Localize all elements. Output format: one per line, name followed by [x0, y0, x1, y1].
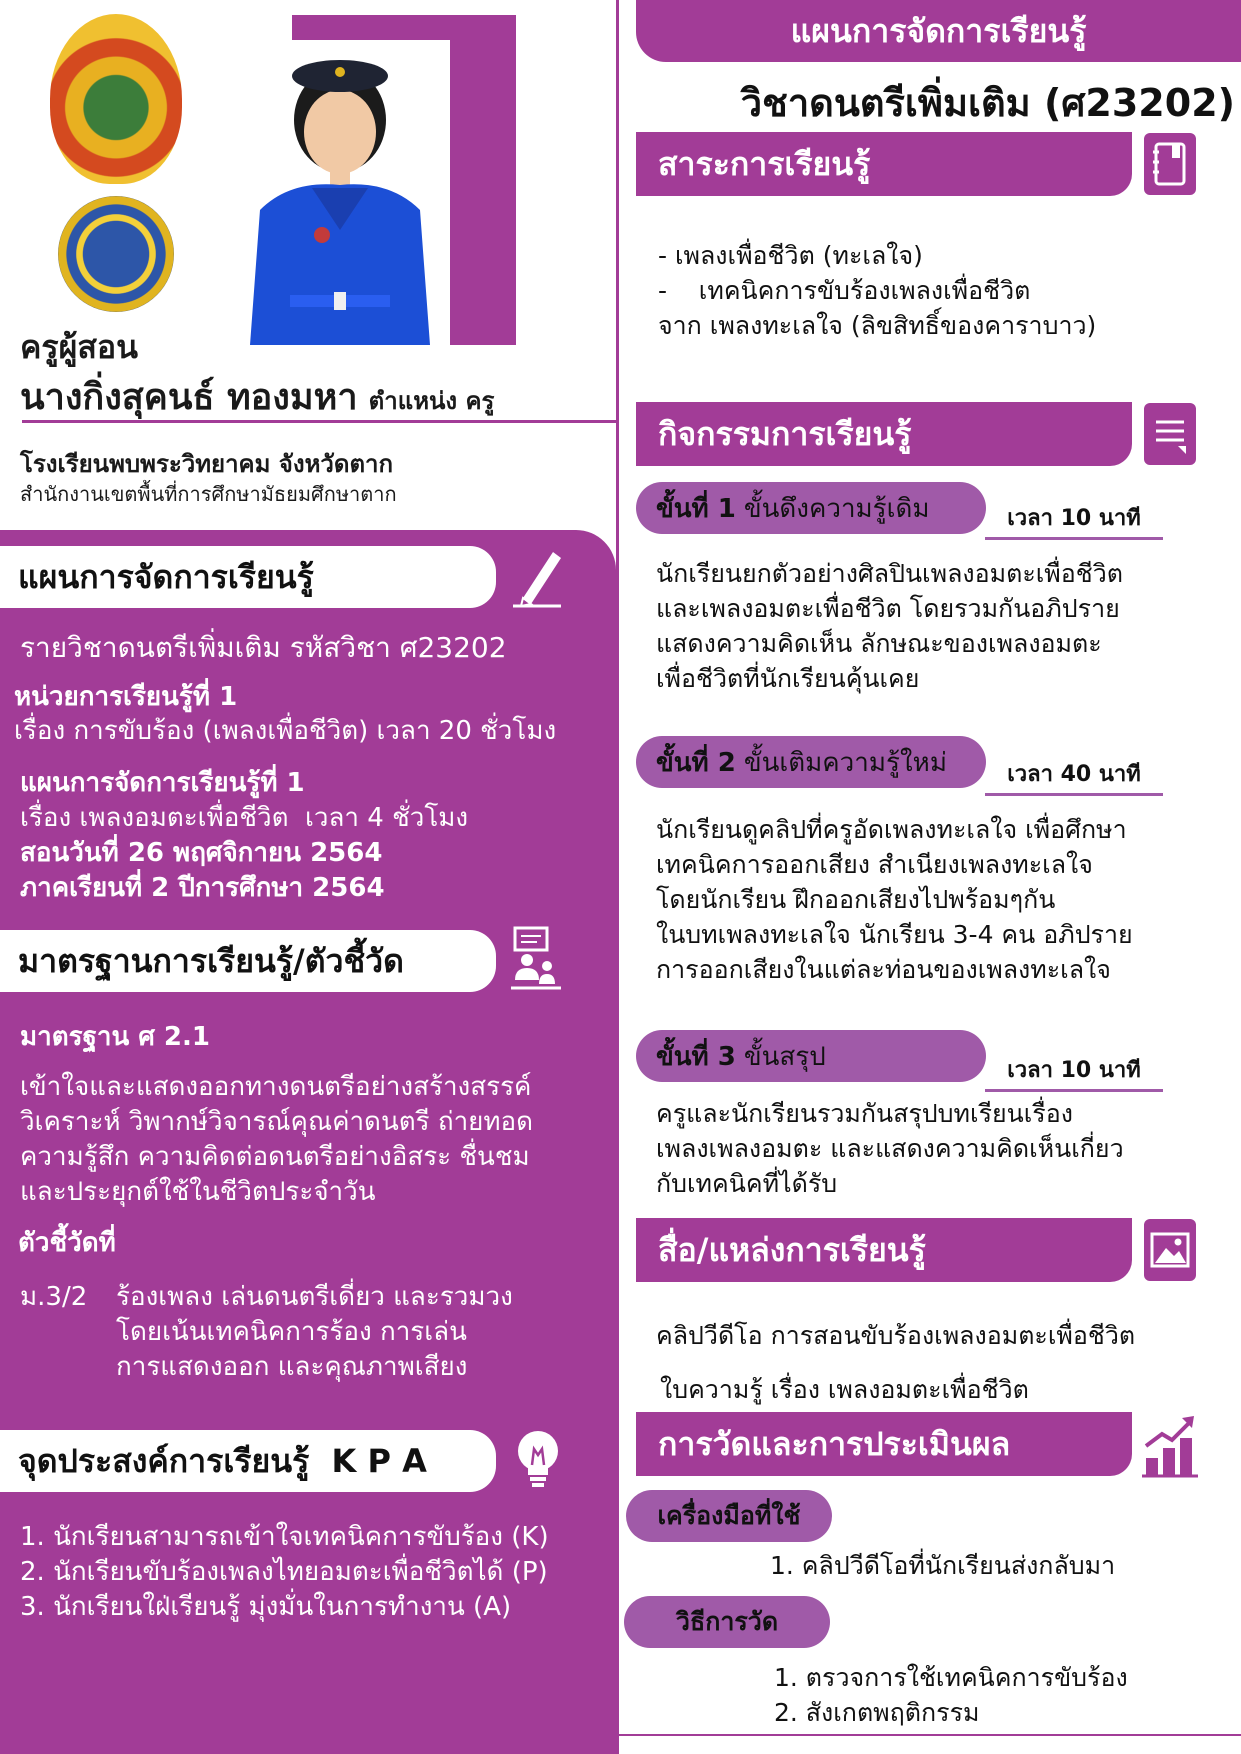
step-2-line: ในบทเพลงทะเลใจ นักเรียน 3-4 คน อภิปราย	[656, 920, 1133, 949]
notebook-icon	[1144, 133, 1196, 195]
step-3-name: ขั้นสรุป	[743, 1041, 826, 1072]
teacher-role-label: ครูผู้สอน	[20, 328, 138, 366]
method-list	[774, 1660, 1128, 1730]
step-3-label: ขั้นที่ 3	[656, 1041, 736, 1072]
step-1-label: ขั้นที่ 1	[656, 493, 736, 524]
chart-up-icon	[1142, 1412, 1198, 1482]
step-3-line: กับเทคนิคที่ได้รับ	[656, 1169, 838, 1198]
plan-teach-date: สอนวันที่ 26 พฤศจิกายน 2564	[20, 838, 383, 868]
step-2-pill	[636, 736, 986, 788]
step-3-description	[656, 1096, 1241, 1201]
plan-title-bar	[636, 0, 1241, 62]
image-icon	[1144, 1219, 1196, 1281]
objectives-list	[20, 1520, 616, 1625]
presentation-icon	[508, 928, 564, 990]
plan-unit: หน่วยการเรียนรู้ที่ 1	[14, 682, 238, 712]
plan-unit-topic: เรื่อง การขับร้อง (เพลงเพื่อชีวิต) เวลา 20 ชั่วโมง	[14, 716, 557, 746]
method-label: วิธีการวัด	[675, 1607, 779, 1636]
indicator-line: ร้องเพลง เล่นดนตรีเดี่ยว และรวมวง	[116, 1282, 513, 1312]
step-2-line: เทคนิคการออกเสียง สำเนียงเพลงทะเลใจ	[656, 850, 1093, 879]
method-item: 1. ตรวจการใช้เทคนิคการขับร้อง	[774, 1663, 1128, 1692]
ministry-emblem	[50, 14, 182, 184]
step-2-line: การออกเสียงในแต่ละท่อนของเพลงทะเลใจ	[656, 955, 1111, 984]
activities-heading	[636, 402, 1132, 466]
indicator-description	[116, 1280, 616, 1385]
step-1-time: เวลา 10 นาที	[985, 500, 1163, 540]
content-line: - เทคนิคการขับร้องเพลงเพื่อชีวิต	[658, 276, 1031, 305]
tools-label: เครื่องมือที่ใช้	[657, 1501, 801, 1530]
tool-item: 1. คลิปวีดีโอที่นักเรียนส่งกลับมา	[770, 1551, 1116, 1580]
step-1-name: ขั้นดึงความรู้เดิม	[743, 493, 930, 524]
plan-number: แผนการจัดการเรียนรู้ที่ 1	[20, 768, 305, 798]
teacher-underline	[22, 420, 616, 423]
plan-heading-text: แผนการจัดการเรียนรู้	[18, 557, 314, 596]
activities-heading-text: กิจกรรมการเรียนรู้	[658, 414, 912, 453]
step-3-pill	[636, 1030, 986, 1082]
objective-item: 2. นักเรียนขับร้องเพลงไทยอมตะเพื่อชีวิตได้ (P)	[20, 1557, 548, 1587]
plan-semester: ภาคเรียนที่ 2 ปีการศึกษา 2564	[20, 873, 385, 903]
step-1-pill	[636, 482, 986, 534]
pencil-icon	[508, 546, 564, 608]
teacher-photo	[230, 40, 450, 345]
method-pill	[624, 1596, 830, 1648]
step-3-line: เพลงเพลงอมตะ และแสดงความคิดเห็นเกี่ยว	[656, 1134, 1124, 1163]
objective-item: 1. นักเรียนสามารถเข้าใจเทคนิคการขับร้อง (K)	[20, 1522, 549, 1552]
step-3-time: เวลา 10 นาที	[985, 1052, 1163, 1092]
office-name: สำนักงานเขตพื้นที่การศึกษามัธยมศึกษาตาก	[20, 482, 397, 506]
media-item: ใบความรู้ เรื่อง เพลงอมตะเพื่อชีวิต	[660, 1375, 1029, 1404]
standard-line: ความรู้สึก ความคิดต่อดนตรีอย่างอิสระ ชื่นชม	[20, 1142, 530, 1172]
objectives-heading-text: จุดประสงค์การเรียนรู้ K P A	[18, 1441, 427, 1480]
plan-heading	[0, 546, 496, 608]
divider-line	[616, 0, 619, 1754]
method-item: 2. สังเกตพฤติกรรม	[774, 1698, 980, 1727]
standard-line: และประยุกต์ใช้ในชีวิตประจำวัน	[20, 1177, 376, 1207]
content-line: จาก เพลงทะเลใจ (ลิขสิทธิ์ของคาราบาว)	[658, 311, 1097, 340]
step-2-label: ขั้นที่ 2	[656, 747, 736, 778]
school-name: โรงเรียนพบพระวิทยาคม จังหวัดตาก	[20, 450, 394, 478]
standard-label: มาตรฐาน ศ 2.1	[20, 1022, 210, 1052]
media-heading-text: สื่อ/แหล่งการเรียนรู้	[658, 1230, 926, 1269]
step-1-description	[656, 556, 1236, 696]
content-heading-text: สาระการเรียนรู้	[658, 144, 871, 183]
step-1-line: นักเรียนยกตัวอย่างศิลปินเพลงอมตะเพื่อชีวิต	[656, 559, 1124, 588]
step-1-line: เพื่อชีวิตที่นักเรียนคุ้นเคย	[656, 664, 920, 693]
lightbulb-icon	[510, 1428, 566, 1490]
content-heading	[636, 132, 1132, 196]
step-2-description	[656, 812, 1241, 987]
document-lines-icon	[1144, 403, 1196, 465]
step-3-line: ครูและนักเรียนรวมกันสรุปบทเรียนเรื่อง	[656, 1099, 1073, 1128]
media-heading	[636, 1218, 1132, 1282]
indicator-label: ตัวชี้วัดที่	[18, 1228, 116, 1258]
step-2-line: นักเรียนดูคลิปที่ครูอัดเพลงทะเลใจ เพื่อศึกษา	[656, 815, 1127, 844]
evaluation-heading-text: การวัดและการประเมินผล	[658, 1424, 1011, 1463]
school-emblem	[58, 196, 174, 312]
standard-description	[20, 1070, 616, 1210]
plan-topic: เรื่อง เพลงอมตะเพื่อชีวิต เวลา 4 ชั่วโมง	[20, 803, 469, 833]
content-list	[658, 238, 1228, 343]
subject-title: วิชาดนตรีเพิ่มเติม (ศ23202)	[740, 81, 1235, 125]
indicator-line: โดยเน้นเทคนิคการร้อง การเล่น	[116, 1317, 467, 1347]
standards-heading-text: มาตรฐานการเรียนรู้/ตัวชี้วัด	[18, 941, 404, 980]
step-1-line: และเพลงอมตะเพื่อชีวิต โดยรวมกันอภิปราย	[656, 594, 1120, 623]
standard-line: วิเคราะห์ วิพากษ์วิจารณ์คุณค่าดนตรี ถ่ายทอด	[20, 1107, 534, 1137]
teacher-position: ตำแหน่ง ครู	[368, 387, 495, 415]
tools-pill	[626, 1490, 832, 1542]
teacher-name-row	[20, 368, 494, 425]
step-2-name: ขั้นเติมความรู้ใหม่	[743, 747, 947, 778]
bottom-divider	[616, 1734, 1241, 1736]
indicator-code: ม.3/2	[20, 1282, 88, 1312]
content-line: - เพลงเพื่อชีวิต (ทะเลใจ)	[658, 241, 923, 270]
media-item: คลิปวีดีโอ การสอนขับร้องเพลงอมตะเพื่อชีวิต	[656, 1321, 1136, 1350]
indicator-line: การแสดงออก และคุณภาพเสียง	[116, 1352, 468, 1382]
evaluation-heading	[636, 1412, 1132, 1476]
teacher-name: นางกิ่งสุคนธ์ ทองมหา	[20, 377, 358, 418]
standards-heading	[0, 930, 496, 992]
standard-line: เข้าใจและแสดงออกทางดนตรีอย่างสร้างสรรค์	[20, 1072, 532, 1102]
objectives-heading	[0, 1430, 496, 1492]
objective-item: 3. นักเรียนใฝ่เรียนรู้ มุ่งมั่นในการทำงาน (A)	[20, 1592, 512, 1622]
step-2-time: เวลา 40 นาที	[985, 756, 1163, 796]
plan-course: รายวิชาดนตรีเพิ่มเติม รหัสวิชา ศ23202	[20, 631, 507, 664]
step-2-line: โดยนักเรียน ฝึกออกเสียงไปพร้อมๆกัน	[656, 885, 1056, 914]
step-1-line: แสดงความคิดเห็น ลักษณะของเพลงอมตะ	[656, 629, 1102, 658]
plan-title: แผนการจัดการเรียนรู้	[790, 11, 1087, 50]
